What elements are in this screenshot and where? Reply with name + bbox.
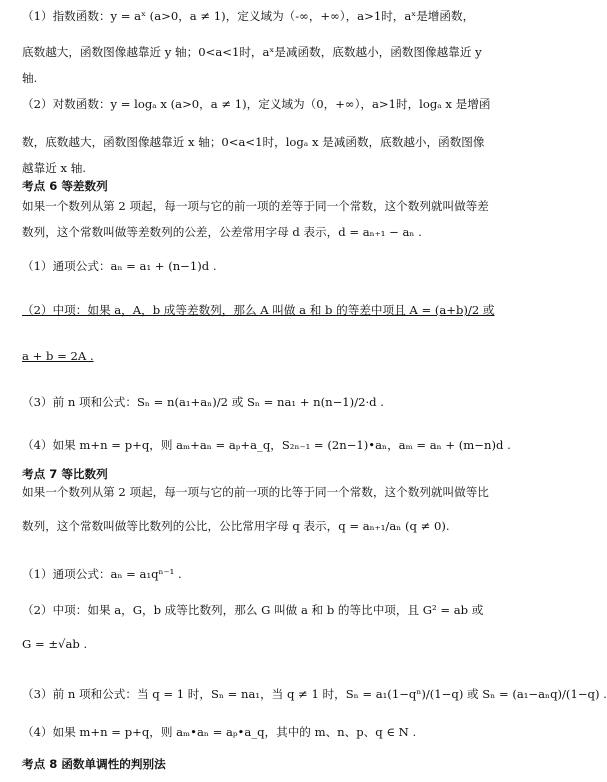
exp-function-line-3: 轴. bbox=[22, 71, 38, 85]
section-heading-8: 考点 8 函数单调性的判别法 bbox=[22, 757, 166, 771]
section-heading-7: 考点 7 等比数列 bbox=[22, 467, 108, 481]
geo-middle-term-2: G = ±√ab . bbox=[22, 637, 88, 651]
arith-def-line-2: 数列，这个常数叫做等差数列的公差，公差常用字母 d 表示，d = aₙ₊₁ − aₙ . bbox=[22, 225, 422, 239]
arith-property: （4）如果 m+n = p+q，则 aₘ+aₙ = aₚ+a_q，S₂ₙ₋₁ = (2n−1)•aₙ，aₘ = aₙ + (m−n)d . bbox=[22, 438, 511, 452]
arith-def-line-1: 如果一个数列从第 2 项起，每一项与它的前一项的差等于同一个常数，这个数列就叫做等差 bbox=[22, 199, 489, 213]
log-function-line-1: （2）对数函数：y = logₐ x (a>0，a ≠ 1)，定义域为（0，+∞），a>1时，logₐ x 是增函 bbox=[22, 97, 491, 111]
geo-middle-term-1: （2）中项：如果 a，G，b 成等比数列，那么 G 叫做 a 和 b 的等比中项，且 G² = ab 或 bbox=[22, 603, 484, 617]
exp-function-line-2: 底数越大，函数图像越靠近 y 轴；0<a<1时，aˣ是减函数，底数越小，函数图像越靠近 y bbox=[22, 45, 482, 59]
exp-function-line-1: （1）指数函数：y = aˣ (a>0，a ≠ 1)，定义域为（-∞，+∞），a>1时，aˣ是增函数， bbox=[22, 9, 475, 23]
geo-def-line-2: 数列，这个常数叫做等比数列的公比，公比常用字母 q 表示，q = aₙ₊₁/aₙ (q ≠ 0). bbox=[22, 519, 450, 533]
log-function-line-2: 数，底数越大，函数图像越靠近 x 轴；0<a<1时，logₐ x 是减函数，底数越小，函数图像 bbox=[22, 135, 485, 149]
geo-def-line-1: 如果一个数列从第 2 项起，每一项与它的前一项的比等于同一个常数，这个数列就叫做等比 bbox=[22, 485, 489, 499]
geo-general-term: （1）通项公式：aₙ = a₁qⁿ⁻¹ . bbox=[22, 567, 182, 581]
geo-sum-formula: （3）前 n 项和公式：当 q = 1 时，Sₙ = na₁，当 q ≠ 1 时，Sₙ = a₁(1−qⁿ)/(1−q) 或 Sₙ = (a₁−aₙq)/(1−q) . bbox=[22, 687, 607, 701]
section-heading-6: 考点 6 等差数列 bbox=[22, 179, 108, 193]
arith-middle-term-1: （2）中项：如果 a，A，b 成等差数列，那么 A 叫做 a 和 b 的等差中项且 A = (a+b)/2 或 bbox=[22, 303, 495, 317]
arith-general-term: （1）通项公式：aₙ = a₁ + (n−1)d . bbox=[22, 259, 217, 273]
log-function-line-3: 越靠近 x 轴. bbox=[22, 161, 86, 175]
arith-middle-term-2: a + b = 2A . bbox=[22, 349, 94, 363]
arith-sum-formula: （3）前 n 项和公式：Sₙ = n(a₁+aₙ)/2 或 Sₙ = na₁ + n(n−1)/2·d . bbox=[22, 395, 384, 409]
geo-property: （4）如果 m+n = p+q，则 aₘ•aₙ = aₚ•a_q，其中的 m、n、p、q ∈ N . bbox=[22, 725, 417, 739]
